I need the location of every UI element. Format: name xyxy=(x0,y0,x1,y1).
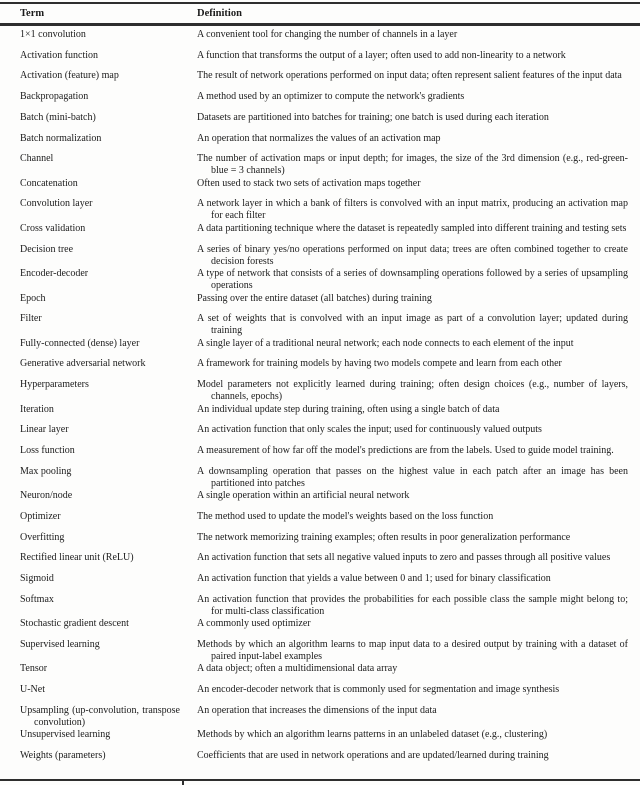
term-cell: Concatenation xyxy=(20,177,78,189)
table-top-rule xyxy=(0,2,640,4)
term-cell: Rectified linear unit (ReLU) xyxy=(20,552,134,564)
definition-cell: Model parameters not explicitly learned during training; often design choices (e.g., number of layers, channels, epochs) xyxy=(197,379,628,403)
term-cell: Unsupervised learning xyxy=(20,729,111,741)
term-cell: Linear layer xyxy=(20,424,69,436)
table-row xyxy=(0,358,640,370)
term-cell: Backpropagation xyxy=(20,91,89,103)
table-row xyxy=(0,91,640,103)
term-cell: Filter xyxy=(20,313,42,325)
table-row xyxy=(0,445,640,457)
table-row xyxy=(0,338,640,350)
definition-cell: The method used to update the model's weights based on the loss function xyxy=(197,510,494,522)
table-row xyxy=(0,178,640,190)
term-cell: Iteration xyxy=(20,403,54,415)
term-cell: Neuron/node xyxy=(20,490,73,502)
definition-cell: An activation function that yields a value between 0 and 1; used for binary classification xyxy=(197,572,551,584)
term-cell: Batch normalization xyxy=(20,132,102,144)
table-row xyxy=(0,404,640,416)
table-row xyxy=(0,50,640,62)
definition-cell: A set of weights that is convolved with an input image as part of a convolution layer; updated during training xyxy=(197,313,628,337)
term-cell: Decision tree xyxy=(20,243,74,255)
definition-cell: A method used by an optimizer to compute the network's gradients xyxy=(197,91,465,103)
definition-cell: Coefficients that are used in network operations and are updated/learned during training xyxy=(197,749,549,761)
term-cell: Upsampling (up-convolution, transpose convolution) xyxy=(20,704,180,728)
term-cell: Convolution layer xyxy=(20,198,93,210)
column-header-term: Term xyxy=(20,8,45,19)
term-cell: Overfitting xyxy=(20,531,65,543)
definition-cell: Methods by which an algorithm learns patterns in an unlabeled dataset (e.g., clustering) xyxy=(197,729,548,741)
term-cell: Generative adversarial network xyxy=(20,358,146,370)
definition-cell: The network memorizing training examples; often results in poor generalization performance xyxy=(197,531,571,543)
term-cell: Optimizer xyxy=(20,510,61,522)
column-header-definition: Definition xyxy=(197,8,242,19)
definition-cell: Passing over the entire dataset (all batches) during training xyxy=(197,292,432,304)
table-row xyxy=(0,112,640,124)
table-row xyxy=(0,552,640,564)
table-row xyxy=(0,684,640,696)
table-row xyxy=(0,573,640,585)
definition-cell: Often used to stack two sets of activation maps together xyxy=(197,177,421,189)
table-row xyxy=(0,153,640,177)
term-cell: Tensor xyxy=(20,663,48,675)
table-row xyxy=(0,511,640,523)
term-cell: Encoder-decoder xyxy=(20,268,89,280)
definition-cell: An individual update step during training, often using a single batch of data xyxy=(197,403,500,415)
table-row xyxy=(0,198,640,222)
term-cell: Fully-connected (dense) layer xyxy=(20,337,140,349)
table-row xyxy=(0,663,640,675)
table-row xyxy=(0,705,640,729)
table-row xyxy=(0,729,640,741)
definition-cell: A single operation within an artificial neural network xyxy=(197,490,410,502)
definition-cell: A data partitioning technique where the dataset is repeatedly sampled into different training and testing sets xyxy=(197,222,627,234)
definition-cell: The number of activation maps or input depth; for images, the size of the 3rd dimension (e.g., red-green-blue = 3 channels) xyxy=(197,153,628,177)
term-cell: Max pooling xyxy=(20,465,72,477)
glossary-rows xyxy=(0,29,640,762)
table-row xyxy=(0,223,640,235)
term-cell: Batch (mini-batch) xyxy=(20,111,96,123)
table-bottom-rule xyxy=(0,779,640,781)
definition-cell: An operation that increases the dimensions of the input data xyxy=(197,704,437,716)
table-row xyxy=(0,133,640,145)
definition-cell: A framework for training models by having two models compete and learn from each other xyxy=(197,358,562,370)
table-row xyxy=(0,313,640,337)
table-row xyxy=(0,750,640,762)
table-row xyxy=(0,490,640,502)
column-divider-tick xyxy=(182,781,184,785)
term-cell: U-Net xyxy=(20,684,45,696)
definition-cell: A single layer of a traditional neural network; each node connects to each element of the input xyxy=(197,337,574,349)
definition-cell: An activation function that sets all negative valued inputs to zero and passes through all positive values xyxy=(197,552,611,564)
term-cell: Cross validation xyxy=(20,222,86,234)
table-row xyxy=(0,244,640,268)
term-cell: 1×1 convolution xyxy=(20,29,86,41)
definition-cell: A function that transforms the output of a layer; often used to add non-linearity to a network xyxy=(197,49,566,61)
term-cell: Weights (parameters) xyxy=(20,749,106,761)
term-cell: Hyperparameters xyxy=(20,379,89,391)
definition-cell: An encoder-decoder network that is commonly used for segmentation and image synthesis xyxy=(197,684,560,696)
definition-cell: An operation that normalizes the values of an activation map xyxy=(197,132,441,144)
table-row xyxy=(0,379,640,403)
definition-cell: A type of network that consists of a series of downsampling operations followed by a series of upsampling operations xyxy=(197,268,628,292)
definition-cell: Datasets are partitioned into batches for training; one batch is used during each iteration xyxy=(197,111,549,123)
table-row xyxy=(0,70,640,82)
term-cell: Activation function xyxy=(20,49,99,61)
table-row xyxy=(0,29,640,41)
table-row xyxy=(0,424,640,436)
term-cell: Epoch xyxy=(20,292,46,304)
term-cell: Softmax xyxy=(20,593,54,605)
definition-cell: A measurement of how far off the model's predictions are from the labels. Used to guide model training. xyxy=(197,445,614,457)
definition-cell: A commonly used optimizer xyxy=(197,618,311,630)
definition-cell: An activation function that provides the probabilities for each possible class the sample might belong to; for multi-class classification xyxy=(197,593,628,617)
term-cell: Sigmoid xyxy=(20,572,54,584)
definition-cell: A series of binary yes/no operations performed on input data; trees are often combined together to create decision forests xyxy=(197,243,628,267)
table-row xyxy=(0,639,640,663)
definition-cell: An activation function that only scales the input; used for continuously valued outputs xyxy=(197,424,542,436)
definition-cell: A data object; often a multidimensional data array xyxy=(197,663,398,675)
table-row xyxy=(0,268,640,292)
table-row xyxy=(0,293,640,305)
term-cell: Supervised learning xyxy=(20,638,100,650)
term-cell: Loss function xyxy=(20,445,75,457)
table-row xyxy=(0,618,640,630)
term-cell: Activation (feature) map xyxy=(20,70,119,82)
definition-cell: A network layer in which a bank of filters is convolved with an input matrix, producing an activation map for each filter xyxy=(197,198,628,222)
definition-cell: The result of network operations performed on input data; often represent salient features of the input data xyxy=(197,70,622,82)
term-cell: Stochastic gradient descent xyxy=(20,618,129,630)
table-row xyxy=(0,594,640,618)
table-header-row xyxy=(0,7,640,20)
definition-cell: A downsampling operation that passes on the highest value in each patch after an image has been partitioned into patches xyxy=(197,465,628,489)
header-separator-rule xyxy=(0,23,640,26)
definition-cell: Methods by which an algorithm learns to map input data to a desired output by training with a dataset of paired input-label examples xyxy=(197,638,628,662)
table-row xyxy=(0,466,640,490)
table-row xyxy=(0,532,640,544)
term-cell: Channel xyxy=(20,153,54,165)
definition-cell: A convenient tool for changing the number of channels in a layer xyxy=(197,29,458,41)
